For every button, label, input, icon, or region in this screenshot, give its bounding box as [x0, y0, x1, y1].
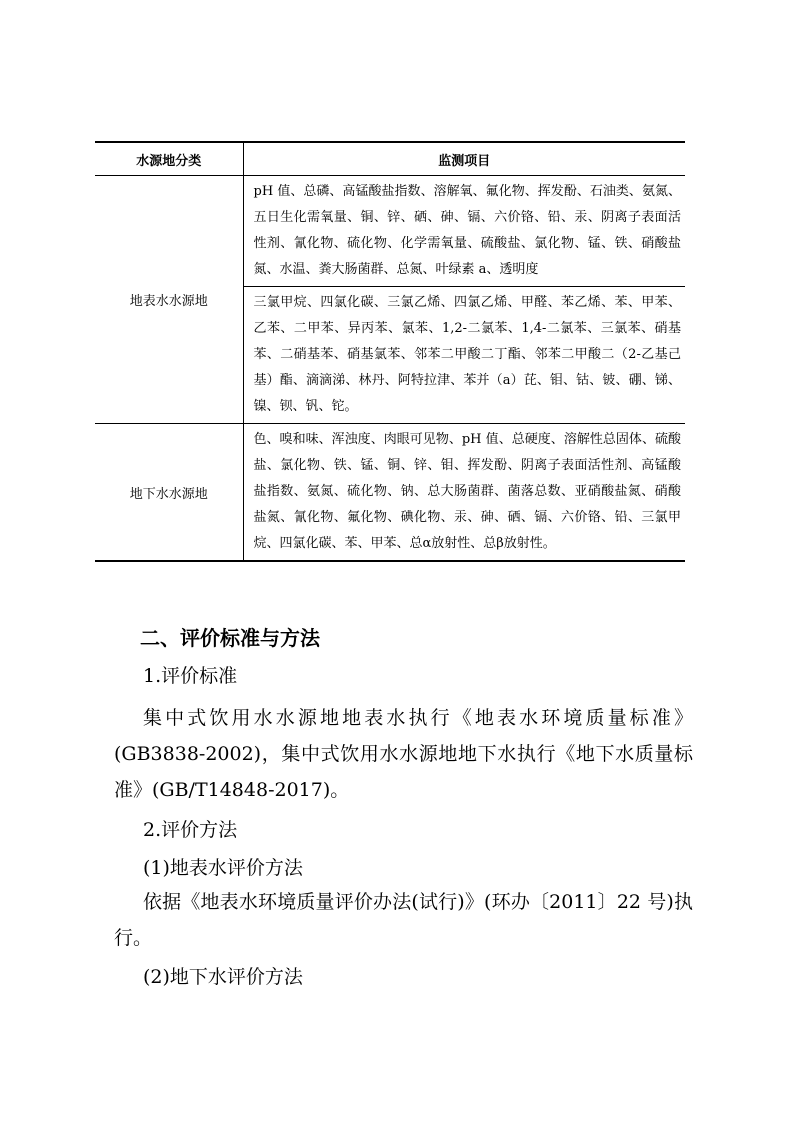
section-heading: 二、评价标准与方法	[140, 626, 320, 650]
table-header-row	[95, 142, 685, 176]
header-source-category: 水源地分类	[95, 142, 243, 176]
groundwater-category: 地下水水源地	[95, 424, 243, 562]
groundwater-items: 色、嗅和味、浑浊度、肉眼可见物、pH 值、总硬度、溶解性总固体、硫酸盐、氯化物、铁、锰、铜、锌、钼、挥发酚、阴离子表面活性剂、高锰酸盐指数、氨氮、硫化物、钠、总大肠菌群、菌落总数、亚硝酸盐氮、硝酸盐氮、氰化物、氟化物、碘化物、汞、砷、硒、镉、六价铬、铅、三氯甲烷、四氯化碳、苯、甲苯、总α放射性、总β放射性。	[243, 424, 685, 562]
monitoring-table	[95, 141, 685, 562]
surface-water-category: 地表水水源地	[95, 176, 243, 424]
subheading-standard: 1.评价标准	[143, 665, 238, 687]
header-monitoring-items: 监测项目	[243, 142, 685, 176]
standard-paragraph: 集中式饮用水水源地地表水执行《地表水环境质量标准》(GB3838-2002)，集中式饮用水水源地地下水执行《地下水质量标准》(GB/T14848-2017)。	[114, 707, 693, 801]
surface-method-paragraph: 依据《地表水环境质量评价办法(试行)》(环办〔2011〕22 号)执行。	[114, 891, 693, 949]
surface-method-item: (1)地表水评价方法	[143, 857, 303, 879]
surface-water-items-special: 三氯甲烷、四氯化碳、三氯乙烯、四氯乙烯、甲醛、苯乙烯、苯、甲苯、乙苯、二甲苯、异丙苯、氯苯、1,2-二氯苯、1,4-二氯苯、三氯苯、硝基苯、二硝基苯、硝基氯苯、邻苯二甲酸二丁酯、邻苯二甲酸二（2-乙基己基）酯、滴滴涕、林丹、阿特拉津、苯并（a）芘、钼、钴、铍、硼、锑、镍、钡、钒、铊。	[243, 287, 685, 424]
surface-water-items-basic: pH 值、总磷、高锰酸盐指数、溶解氧、氟化物、挥发酚、石油类、氨氮、五日生化需氧量、铜、锌、硒、砷、镉、六价铬、铅、汞、阴离子表面活性剂、氰化物、硫化物、化学需氧量、硫酸盐、氯化物、锰、铁、硝酸盐氮、水温、粪大肠菌群、总氮、叶绿素 a、透明度	[243, 176, 685, 287]
table-row	[95, 424, 685, 562]
groundwater-method-item: (2)地下水评价方法	[143, 966, 303, 988]
subheading-method: 2.评价方法	[143, 819, 238, 841]
table-row	[95, 176, 685, 287]
